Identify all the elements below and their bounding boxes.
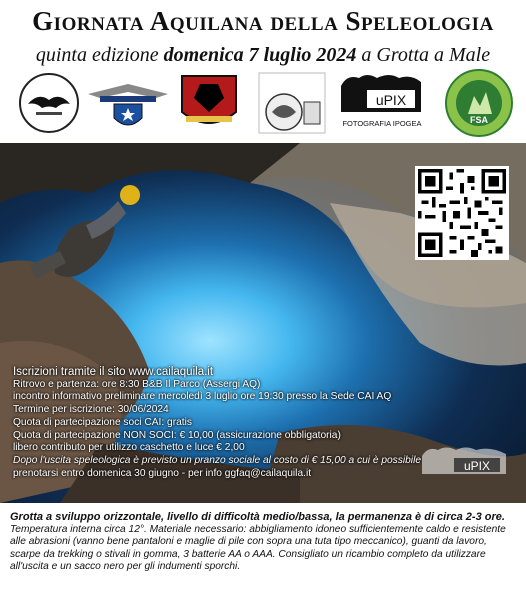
museo-speleologia-logo bbox=[258, 72, 326, 134]
svg-text:FOTOGRAFIA IPOGEA: FOTOGRAFIA IPOGEA bbox=[342, 119, 422, 128]
footer-lead: Grotta a sviluppo orizzontale, livello di difficoltà medio/bassa, la permanenza è di circa 2-3 ore. bbox=[10, 511, 505, 523]
event-location: a Grotta a Male bbox=[361, 44, 491, 66]
deadline-line: Termine per iscrizione: 30/06/2024 bbox=[13, 404, 169, 416]
sponsor-logos bbox=[0, 68, 526, 140]
briefing-line: incontro informativo preliminare mercoledì 3 luglio ore 19:30 presso la Sede CAI AQ bbox=[13, 391, 392, 403]
qr-code[interactable] bbox=[415, 166, 509, 260]
registration-line: Iscrizioni tramite il sito www.cailaquila.it bbox=[13, 366, 214, 378]
event-date: domenica 7 luglio 2024 bbox=[163, 44, 357, 66]
footer-body: Temperatura interna circa 12°. Materiale necessario: abbigliamento idoneo sufficientemente caldo e resistente alle abrasioni (vanno bene pantaloni e maglie di pile con sopra una tuta tipo meccanico), guanti da lavoro, scarpe da trekking o stivali in gomma, 3 batterie AA o AAA. Consigliato un ricambio completo da utilizzare all'uscita e un sacco nero per gli indumenti sporchi. bbox=[10, 523, 506, 573]
fsa-logo bbox=[444, 68, 514, 138]
poster-subtitle bbox=[0, 44, 526, 67]
soccorso-speleologico-logo bbox=[178, 72, 240, 134]
lunch-line bbox=[13, 455, 421, 468]
edition-label: quinta edizione bbox=[35, 44, 159, 66]
fee-nonmembers-line: Quota di partecipazione NON SOCI: € 10,00 (assicurazione obbligatoria) bbox=[13, 429, 341, 441]
lunch-text: Dopo l'uscita speleologica è previsto un pranzo sociale al costo di € 15,00 a cui è possibile bbox=[13, 454, 421, 466]
cai-logo bbox=[86, 72, 170, 134]
gruppo-speleo-logo bbox=[18, 72, 80, 134]
contact-line: prenotarsi entro domenica 30 giugno - per info ggfaq@cailaquila.it bbox=[13, 467, 312, 479]
footer-description bbox=[10, 511, 518, 574]
svg-text:FSA: FSA bbox=[470, 115, 488, 125]
upix-logo bbox=[337, 72, 427, 134]
event-info bbox=[13, 366, 421, 480]
poster-title: Giornata Aquilana della Speleologia bbox=[32, 6, 494, 36]
watermark-text: uPIX bbox=[463, 459, 491, 473]
fee-members-line: Quota di partecipazione soci CAI: gratis bbox=[13, 416, 192, 428]
meeting-line: Ritrovo e partenza: ore 8:30 B&B Il Parco (Assergi AQ) bbox=[13, 378, 261, 390]
svg-text:uPIX: uPIX bbox=[375, 92, 407, 108]
upix-watermark bbox=[420, 446, 508, 480]
equipment-fee-line: libero contributo per utilizzo caschetto e luce € 2,00 bbox=[13, 442, 245, 454]
